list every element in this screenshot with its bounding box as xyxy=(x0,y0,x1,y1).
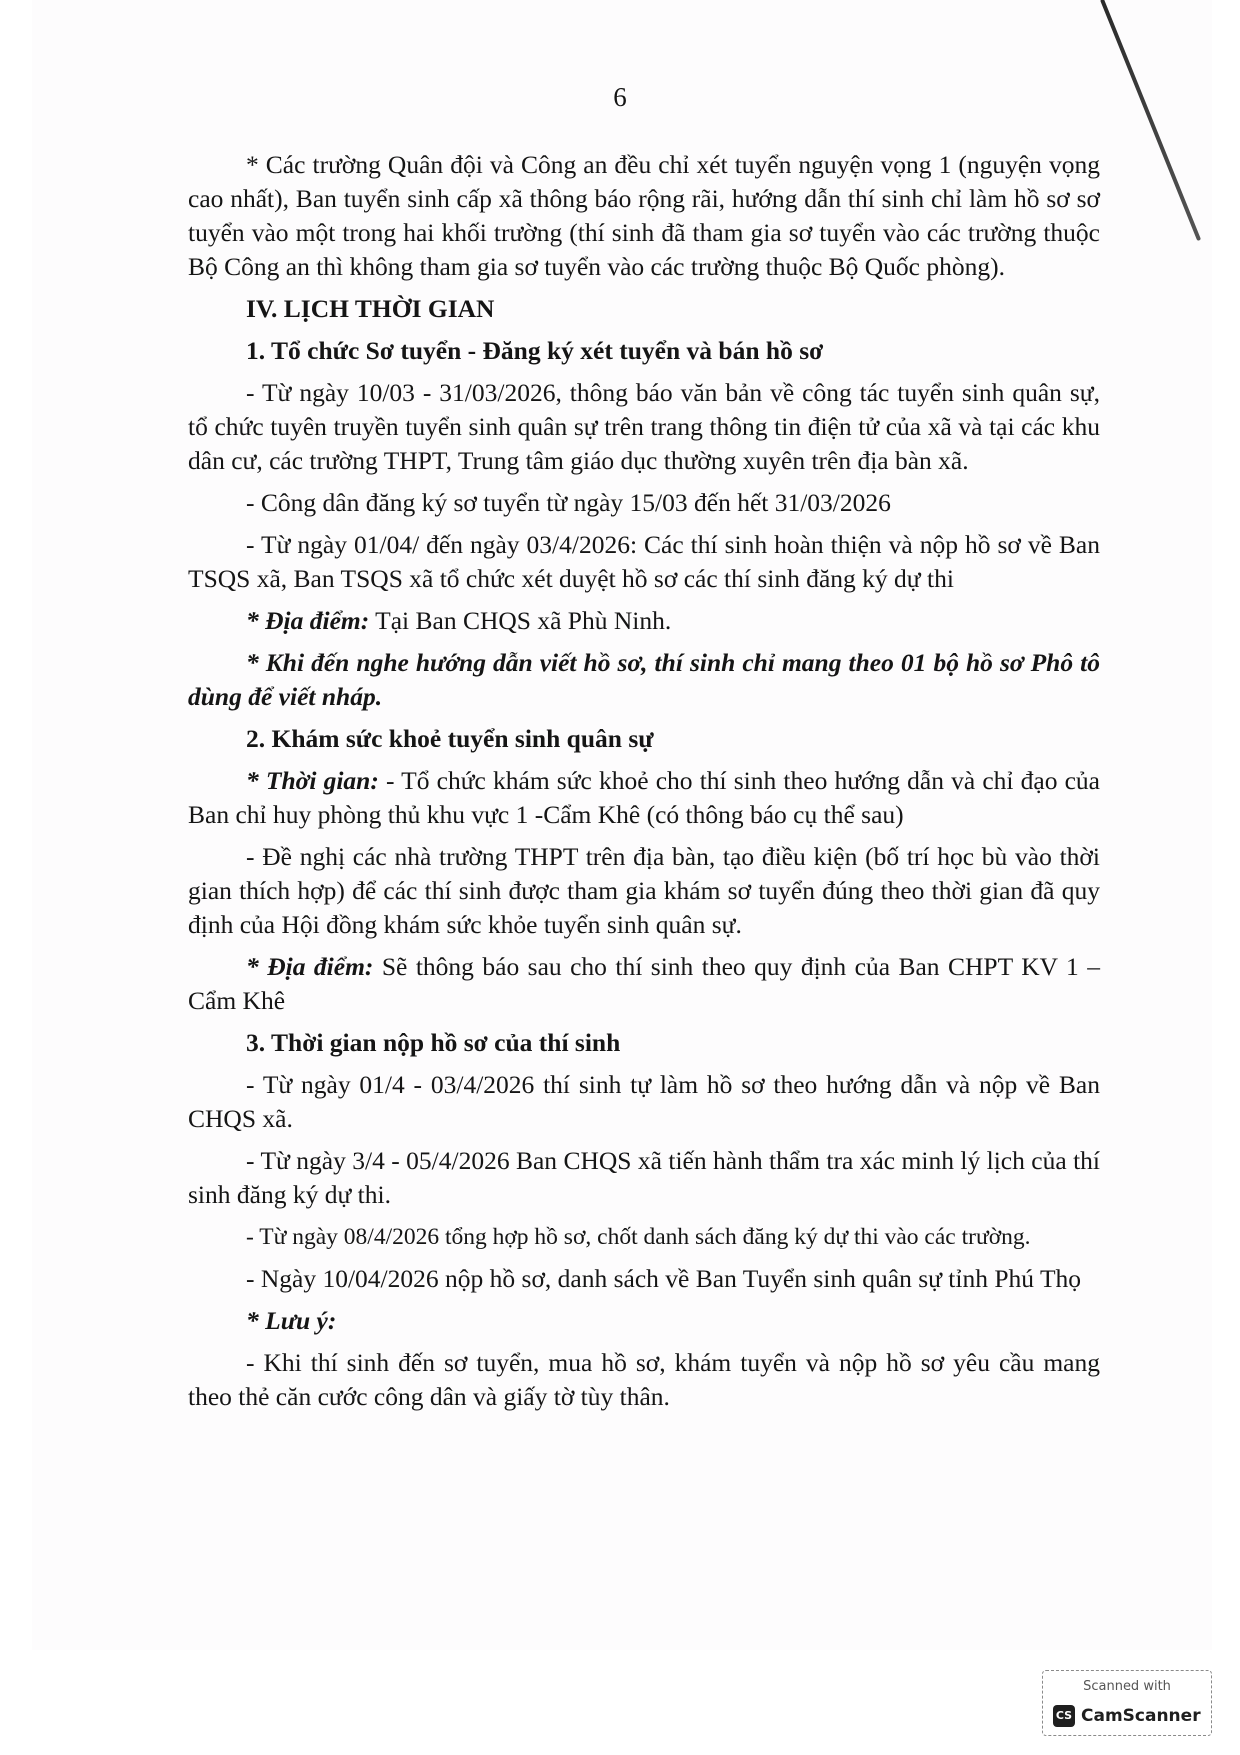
page-number: 6 xyxy=(613,82,627,112)
paragraph-s1-1: - Từ ngày 10/03 - 31/03/2026, thông báo văn bản về công tác tuyển sinh quân sự, tổ chức tuyên truyền tuyển sinh quân sự trên trang thông tin điện tử của xã và tại các khu dân cư, các trường THPT, Trung tâm giáo dục thường xuyên trên địa bàn xã. xyxy=(188,378,1100,475)
place-text: Tại Ban CHQS xã Phù Ninh. xyxy=(369,606,672,635)
paragraph-s2-time xyxy=(188,764,1100,832)
paragraph-s2-place xyxy=(188,950,1100,1018)
camscanner-name: CamScanner xyxy=(1081,1706,1201,1726)
paragraph-s1-2: - Công dân đăng ký sơ tuyển từ ngày 15/03 đến hết 31/03/2026 xyxy=(246,488,891,517)
section-heading-schedule: IV. LỊCH THỜI GIAN xyxy=(246,294,495,323)
paragraph-s1-note: * Khi đến nghe hướng dẫn viết hồ sơ, thí sinh chỉ mang theo 01 bộ hồ sơ Phô tô dùng để viết nháp. xyxy=(188,648,1100,711)
subsection-heading-2: 2. Khám sức khoẻ tuyển sinh quân sự xyxy=(246,724,654,753)
time-text: - Tổ chức khám sức khoẻ cho thí sinh theo hướng dẫn và chỉ đạo của Ban chỉ huy phòng thủ khu vực 1 -Cẩm Khê (có thông báo cụ thể sau) xyxy=(188,766,1101,829)
camscanner-badge xyxy=(1042,1670,1212,1736)
paragraph-s1-3: - Từ ngày 01/04/ đến ngày 03/4/2026: Các thí sinh hoàn thiện và nộp hồ sơ về Ban TSQS xã, Ban TSQS xã tổ chức xét duyệt hồ sơ các thí sinh đăng ký dự thi xyxy=(188,530,1100,593)
paragraph-s3-2: - Từ ngày 3/4 - 05/4/2026 Ban CHQS xã tiến hành thẩm tra xác minh lý lịch của thí sinh đăng ký dự thi. xyxy=(188,1146,1100,1209)
place-text: Sẽ thông báo sau cho thí sinh theo quy định của Ban CHPT KV 1 – Cẩm Khê xyxy=(188,952,1100,1015)
paragraph-s3-1: - Từ ngày 01/4 - 03/4/2026 thí sinh tự làm hồ sơ theo hướng dẫn và nộp về Ban CHQS xã. xyxy=(188,1070,1100,1133)
scanned-with-label: Scanned with xyxy=(1083,1679,1171,1694)
paragraph-s1-place xyxy=(188,604,1100,638)
time-label: * Thời gian: xyxy=(246,766,379,795)
paragraph-s3-3: - Từ ngày 08/4/2026 tổng hợp hồ sơ, chốt danh sách đăng ký dự thi vào các trường. xyxy=(246,1224,1031,1250)
paragraph-military-police-note: * Các trường Quân đội và Công an đều chỉ xét tuyển nguyện vọng 1 (nguyện vọng cao nhất), Ban tuyển sinh cấp xã thông báo rộng rãi, hướng dẫn thí sinh chỉ làm hồ sơ sơ tuyển vào một trong hai khối trường (thí sinh đã tham gia sơ tuyển vào các trường thuộc Bộ Công an thì không tham gia sơ tuyển vào các trường thuộc Bộ Quốc phòng). xyxy=(188,150,1100,281)
place-label: * Địa điểm: xyxy=(246,952,374,981)
paragraph-s2-2: - Đề nghị các nhà trường THPT trên địa bàn, tạo điều kiện (bố trí học bù vào thời gian thích hợp) để các thí sinh được tham gia khám sơ tuyển đúng theo thời gian đã quy định của Hội đồng khám sức khỏe tuyển sinh quân sự. xyxy=(188,842,1100,939)
subsection-heading-1: 1. Tổ chức Sơ tuyển - Đăng ký xét tuyển và bán hồ sơ xyxy=(246,336,824,365)
subsection-heading-3: 3. Thời gian nộp hồ sơ của thí sinh xyxy=(246,1028,621,1057)
paragraph-s3-note: - Khi thí sinh đến sơ tuyển, mua hồ sơ, khám tuyển và nộp hồ sơ yêu cầu mang theo thẻ căn cước công dân và giấy tờ tùy thân. xyxy=(188,1348,1100,1411)
note-label: * Lưu ý: xyxy=(246,1306,337,1335)
camscanner-logo-icon: CS xyxy=(1053,1705,1075,1727)
document-body xyxy=(188,148,1100,1422)
place-label: * Địa điểm: xyxy=(246,606,370,635)
paragraph-s3-4: - Ngày 10/04/2026 nộp hồ sơ, danh sách về Ban Tuyển sinh quân sự tỉnh Phú Thọ xyxy=(246,1264,1082,1293)
